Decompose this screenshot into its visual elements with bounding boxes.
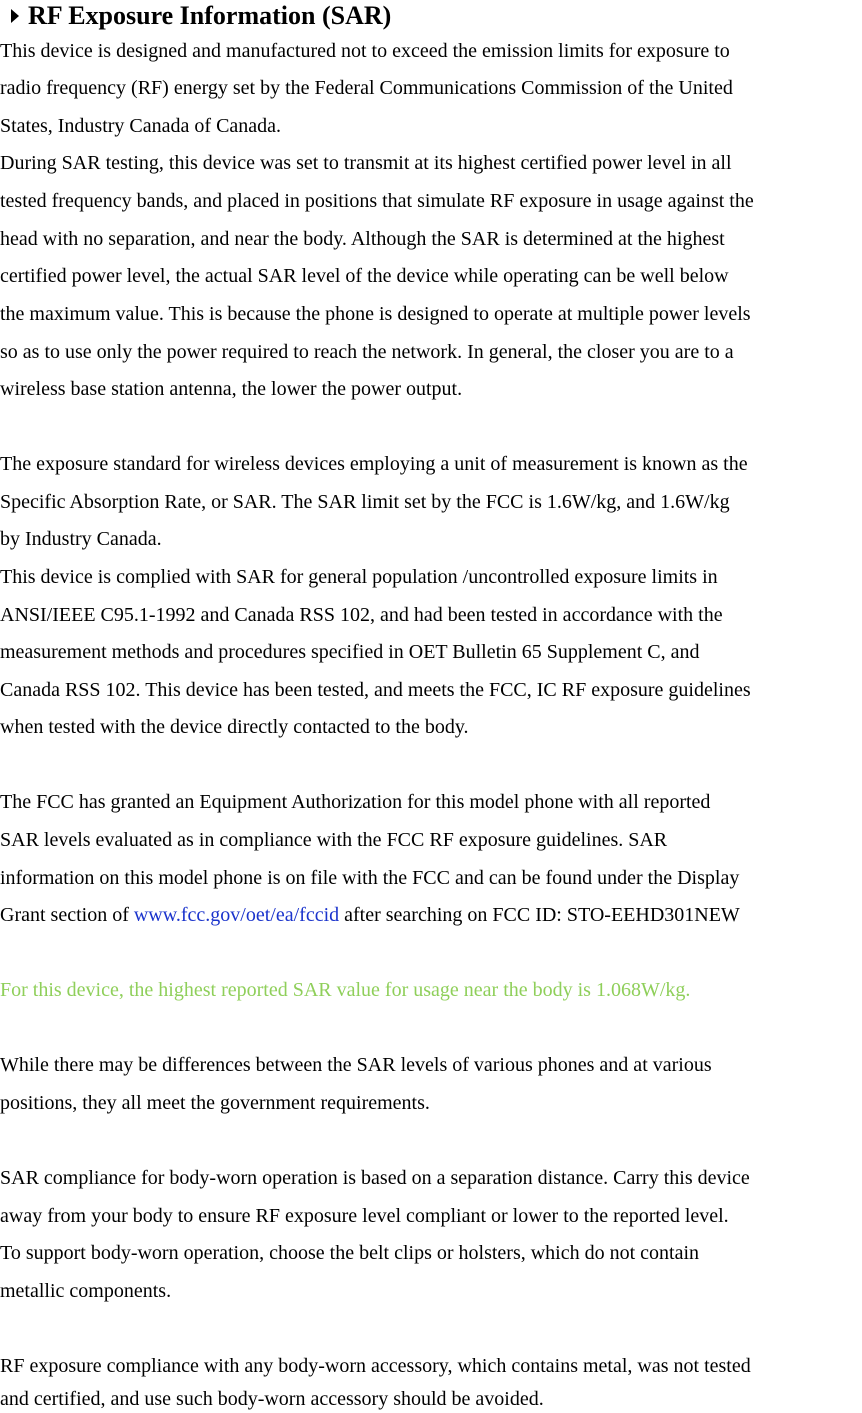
paragraph-3-line: Specific Absorption Rate, or SAR. The SAR limit set by the FCC is 1.6W/kg, and 1.6W/kg (0, 491, 730, 513)
paragraph-7-line: SAR compliance for body-worn operation is based on a separation distance. Carry this device (0, 1167, 750, 1189)
caret-right-icon (11, 9, 19, 23)
paragraph-4-line: Canada RSS 102. This device has been tested, and meets the FCC, IC RF exposure guidelines (0, 679, 751, 701)
paragraph-5-line: information on this model phone is on file with the FCC and can be found under the Display (0, 867, 740, 889)
paragraph-1-line: This device is designed and manufactured not to exceed the emission limits for exposure to (0, 40, 730, 62)
paragraph-8-line: and certified, and use such body-worn accessory should be avoided. (0, 1388, 544, 1410)
paragraph-7-line: away from your body to ensure RF exposure level compliant or lower to the reported level. (0, 1205, 729, 1227)
paragraph-3-line: by Industry Canada. (0, 528, 162, 550)
paragraph-2-line: certified power level, the actual SAR level of the device while operating can be well below (0, 265, 729, 287)
paragraph-2-line: head with no separation, and near the body. Although the SAR is determined at the highest (0, 228, 725, 250)
paragraph-1-line: radio frequency (RF) energy set by the Federal Communications Commission of the United (0, 77, 733, 99)
paragraph-8-line: RF exposure compliance with any body-worn accessory, which contains metal, was not tested (0, 1355, 751, 1377)
section-title: RF Exposure Information (SAR) (28, 1, 392, 30)
paragraph-4-line: This device is complied with SAR for general population /uncontrolled exposure limits in (0, 566, 718, 588)
paragraph-6-line: positions, they all meet the government requirements. (0, 1092, 430, 1114)
section-heading (2, 2, 391, 30)
paragraph-5-line: The FCC has granted an Equipment Authorization for this model phone with all reported (0, 791, 711, 813)
paragraph-7-line: To support body-worn operation, choose the belt clips or holsters, which do not contain (0, 1242, 700, 1264)
paragraph-2-line: the maximum value. This is because the phone is designed to operate at multiple power levels (0, 303, 751, 325)
paragraph-5-line: SAR levels evaluated as in compliance with the FCC RF exposure guidelines. SAR (0, 829, 668, 851)
paragraph-4-line: when tested with the device directly contacted to the body. (0, 716, 469, 738)
paragraph-7-line: metallic components. (0, 1280, 172, 1302)
paragraph-2-line: tested frequency bands, and placed in positions that simulate RF exposure in usage against the (0, 190, 754, 212)
highest-sar-value-note: For this device, the highest reported SAR value for usage near the body is 1.068W/kg. (0, 979, 691, 1001)
paragraph-6-line: While there may be differences between the SAR levels of various phones and at various (0, 1054, 712, 1076)
paragraph-5-line (0, 903, 740, 927)
paragraph-4-line: ANSI/IEEE C95.1-1992 and Canada RSS 102, and had been tested in accordance with the (0, 604, 723, 626)
paragraph-4-line: measurement methods and procedures specified in OET Bulletin 65 Supplement C, and (0, 641, 700, 663)
paragraph-1-line: States, Industry Canada of Canada. (0, 115, 282, 137)
paragraph-5-prefix: Grant section of (0, 904, 134, 926)
paragraph-2-line: so as to use only the power required to reach the network. In general, the closer you are to a (0, 341, 734, 363)
paragraph-5-suffix: after searching on FCC ID: STO-EEHD301NEW (339, 904, 740, 926)
fcc-id-link[interactable]: www.fcc.gov/oet/ea/fccid (133, 904, 340, 926)
paragraph-2-line: During SAR testing, this device was set to transmit at its highest certified power level in all (0, 152, 732, 174)
paragraph-2-line: wireless base station antenna, the lower the power output. (0, 378, 463, 400)
paragraph-3-line: The exposure standard for wireless devices employing a unit of measurement is known as the (0, 453, 748, 475)
